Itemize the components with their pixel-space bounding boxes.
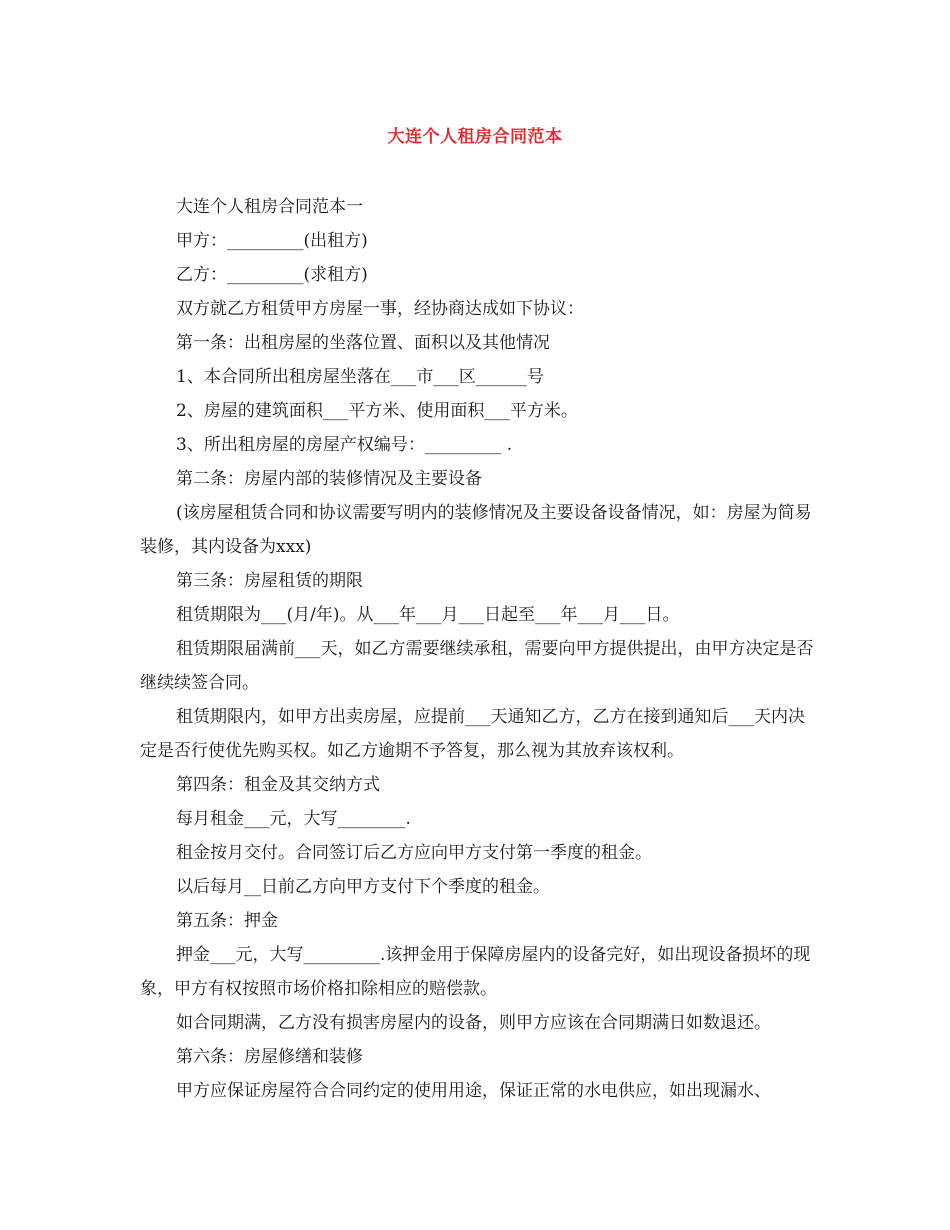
article-2-note: (该房屋租赁合同和协议需要写明内的装修情况及主要设备设备情况，如：房屋为简易装修，其内设备为xxx) [140, 503, 812, 557]
article-5-heading: 第五条：押金 [176, 911, 278, 931]
article-6-body: 甲方应保证房屋符合合同约定的使用用途，保证正常的水电供应，如出现漏水、 [176, 1081, 771, 1101]
article-3-renewal: 租赁期限届满前___天，如乙方需要继续承租，需要向甲方提供提出，由甲方决定是否继续续签合同。 [140, 639, 814, 693]
document-body [140, 190, 816, 1108]
article-5-refund: 如合同期满，乙方没有损害房屋内的设备，则甲方应该在合同期满日如数退还。 [176, 1013, 771, 1033]
article-4-subsequent: 以后每月__日前乙方向甲方支付下个季度的租金。 [176, 877, 550, 897]
article-1-item-1: 1、本合同所出租房屋坐落在___市___区______号 [176, 367, 544, 387]
article-3-heading: 第三条：房屋租赁的期限 [176, 571, 363, 591]
article-4-payment: 租金按月交付。合同签订后乙方应向甲方支付第一季度的租金。 [176, 843, 652, 863]
paragraph-subtitle: 大连个人租房合同范本一 [176, 197, 363, 217]
article-1-heading: 第一条：出租房屋的坐落位置、面积以及其他情况 [176, 333, 550, 353]
article-3-term: 租赁期限为___(月/年)。从___年___月___日起至___年___月___日。 [176, 605, 680, 625]
paragraph-preamble: 双方就乙方租赁甲方房屋一事，经协商达成如下协议： [176, 299, 584, 319]
article-4-heading: 第四条：租金及其交纳方式 [176, 775, 380, 795]
article-1-item-2: 2、房屋的建筑面积___平方米、使用面积___平方米。 [176, 401, 578, 421]
paragraph-party-a: 甲方：_________(出租方) [176, 231, 368, 251]
article-3-sale: 租赁期限内，如甲方出卖房屋，应提前___天通知乙方，乙方在接到通知后___天内决定是否行使优先购买权。如乙方逾期不予答复，那么视为其放弃该权利。 [140, 707, 805, 761]
article-2-heading: 第二条：房屋内部的装修情况及主要设备 [176, 469, 482, 489]
article-1-item-3: 3、所出租房屋的房屋产权编号：_________ . [176, 435, 513, 455]
document-title: 大连个人租房合同范本 [387, 127, 563, 147]
article-4-monthly-rent: 每月租金___元，大写________. [176, 809, 411, 829]
article-5-deposit: 押金___元，大写_________.该押金用于保障房屋内的设备完好，如出现设备损坏的现象，甲方有权按照市场价格扣除相应的赔偿款。 [140, 945, 811, 999]
paragraph-party-b: 乙方：_________(求租方) [176, 265, 368, 285]
article-6-heading: 第六条：房屋修缮和装修 [176, 1047, 363, 1067]
